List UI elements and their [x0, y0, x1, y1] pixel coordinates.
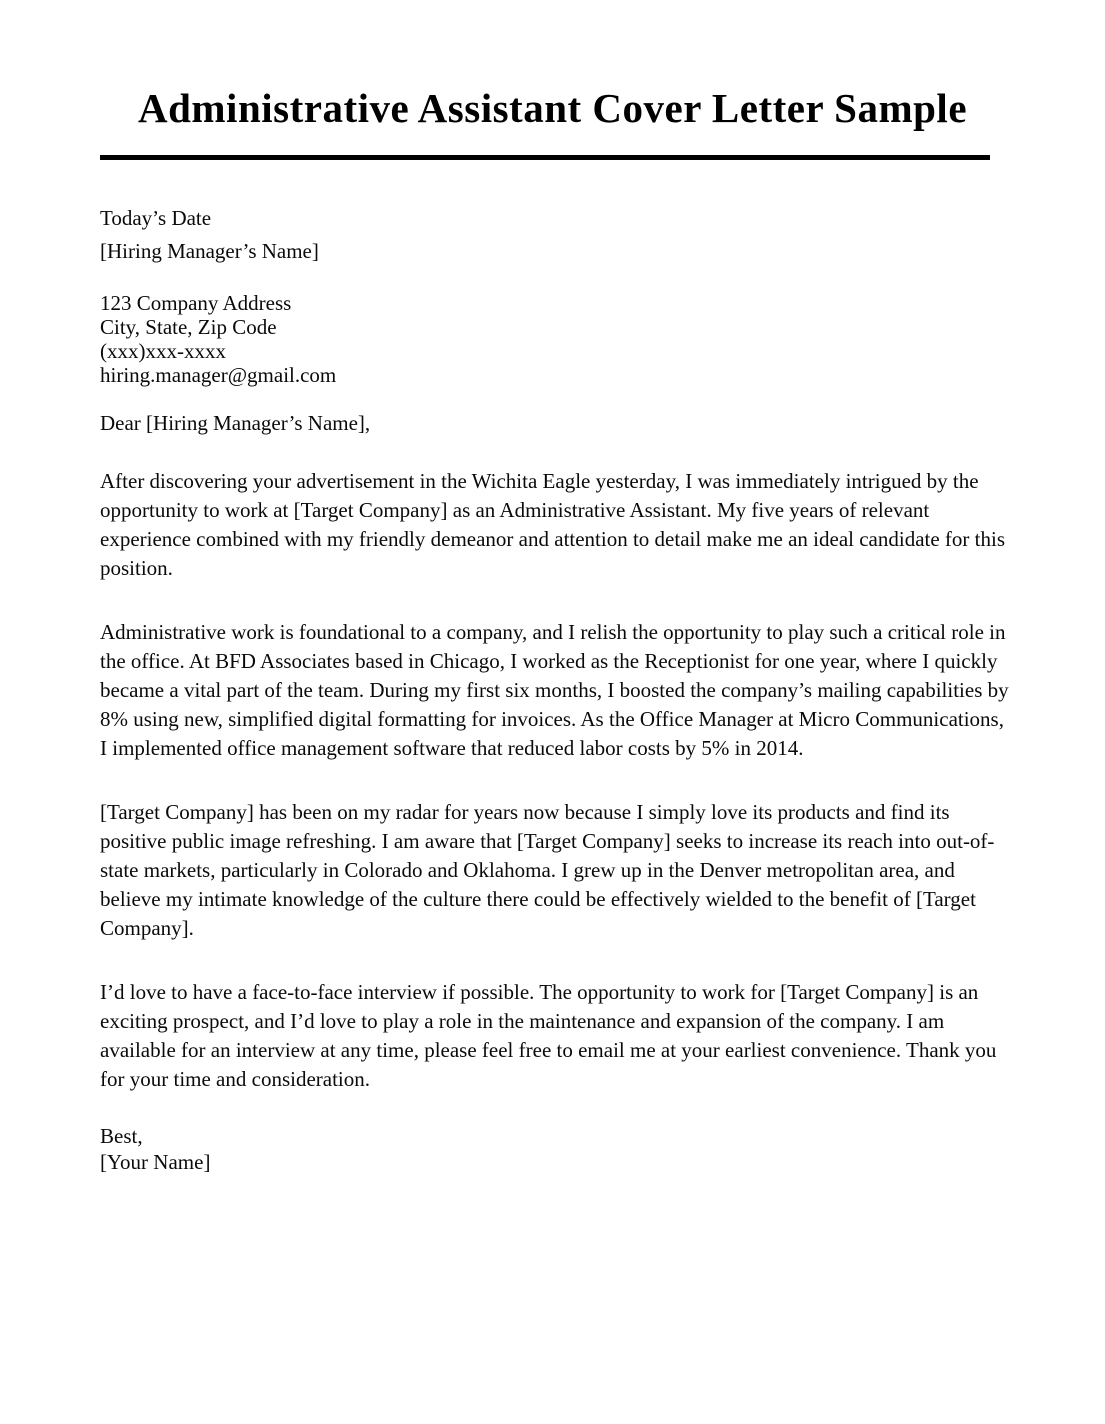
address-line-street: 123 Company Address	[100, 291, 292, 316]
signature-block	[100, 1123, 1012, 1175]
body-paragraph-2: Administrative work is foundational to a company, and I relish the opportunity to play such a critical role in the office. At BFD Associates based in Chicago, I worked as the Receptionist for one year, where I quickly became a vital part of the team. During my first six months, I boosted the company’s mailing capabilities by 8% using new, simplified digital formatting for invoices. As the Office Manager at Micro Communications, I implemented office management software that reduced labor costs by 5% in 2014.	[100, 620, 1009, 761]
closing-line: Best,	[100, 1124, 143, 1149]
body-paragraph-3: [Target Company] has been on my radar for years now because I simply love its products and find its positive public image refreshing. I am aware that [Target Company] seeks to increase its reach into out-of-state markets, particularly in Colorado and Oklahoma. I grew up in the Denver metropolitan area, and believe my intimate knowledge of the culture there could be effectively wielded to the benefit of [Target Company].	[100, 800, 995, 941]
greeting-line: Dear [Hiring Manager’s Name],	[100, 411, 371, 436]
body-paragraph-4: I’d love to have a face-to-face interview if possible. The opportunity to work for [Target Company] is an exciting prospect, and I’d love to play a role in the maintenance and expansion of the company. I am available for an interview at any time, please feel free to email me at your earliest convenience. Thank you for your time and consideration.	[100, 980, 997, 1092]
date-line: Today’s Date	[100, 206, 212, 231]
letter-body	[100, 160, 1012, 1175]
recipient-name-line: [Hiring Manager’s Name]	[100, 239, 319, 264]
address-line-email: hiring.manager@gmail.com	[100, 363, 337, 388]
address-line-city: City, State, Zip Code	[100, 315, 277, 340]
address-block	[100, 291, 1012, 387]
page-title: Administrative Assistant Cover Letter Sample	[137, 85, 968, 131]
body-paragraph-1: After discovering your advertisement in the Wichita Eagle yesterday, I was immediately intrigued by the opportunity to work at [Target Company] as an Administrative Assistant. My five years of relevant experience combined with my friendly demeanor and attention to detail make me an ideal candidate for this position.	[100, 469, 1005, 581]
signature-line: [Your Name]	[100, 1150, 211, 1175]
address-line-phone: (xxx)xxx-xxxx	[100, 339, 226, 364]
